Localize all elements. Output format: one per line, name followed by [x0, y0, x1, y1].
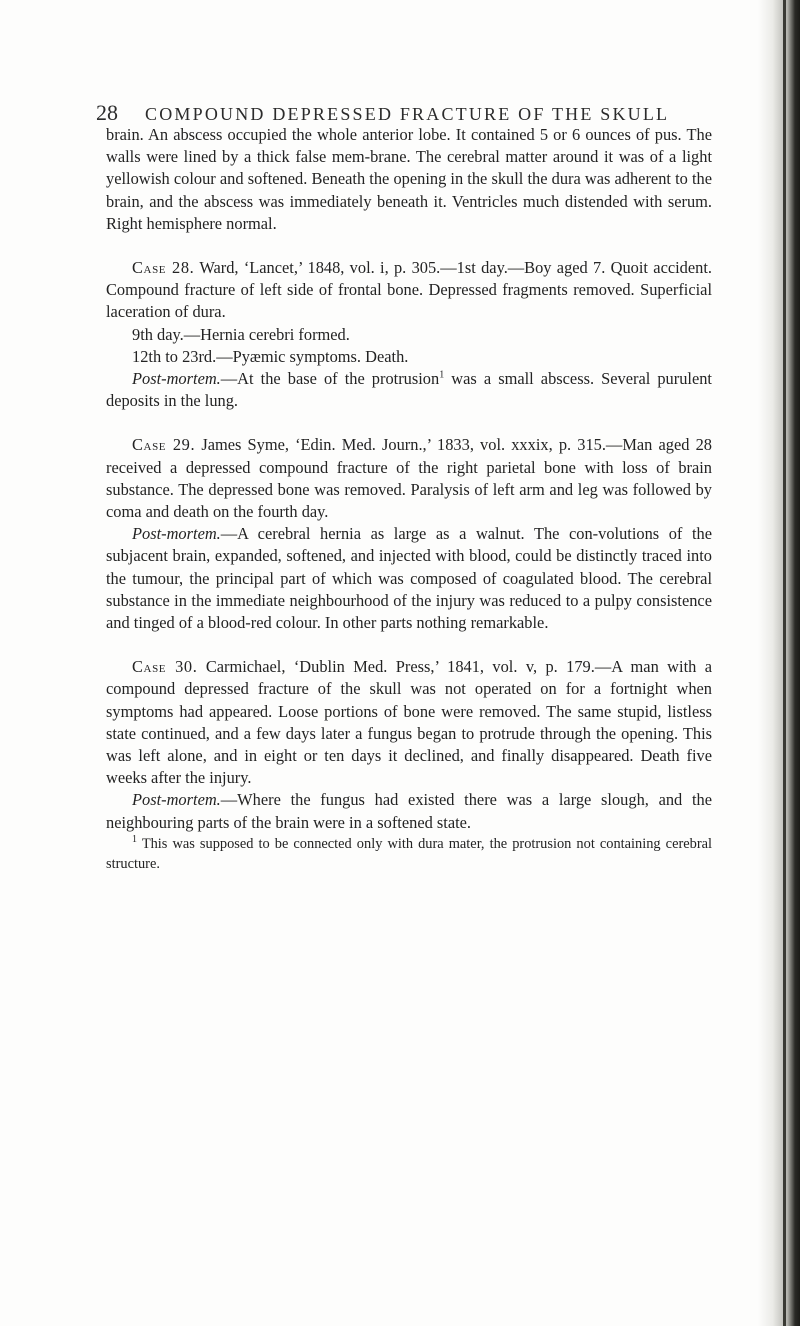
- case-29-intro-text: James Syme, ‘Edin. Med. Journ.,’ 1833, vol. xxxix, p. 315.—Man aged 28 received a depressed compound fracture of the right parietal bone with loss of brain substance. The depressed bone was removed. Paralysis of left arm and leg was followed by coma and death on the fourth day.: [106, 435, 712, 522]
- case-28-postmortem-text-before: —At the base of the protrusion: [220, 369, 440, 389]
- case-30-label: Case 30.: [132, 657, 198, 677]
- case-28-postmortem-label: Post-mortem.: [132, 369, 221, 389]
- case-28-intro-text: Ward, ‘Lancet,’ 1848, vol. i, p. 305.—1st day.—Boy aged 7. Quoit accident. Compound fracture of left side of frontal bone. Depressed fragments removed. Superficial laceration of dura.: [106, 258, 712, 322]
- case-30-postmortem: [106, 789, 712, 833]
- page-edge-line: [783, 0, 786, 1326]
- case-28-line-2: 12th to 23rd.—Pyæmic symptoms. Death.: [132, 346, 409, 366]
- footnote-text: This was supposed to be connected only with dura mater, the protrusion not containing cerebral structure.: [106, 835, 713, 872]
- continuation-paragraph: brain. An abscess occupied the whole anterior lobe. It contained 5 or 6 ounces of pus. The walls were lined by a thick false mem-brane. The cerebral matter around it was of a light yellowish colour and softened. Beneath the opening in the skull the dura was adherent to the brain, and the abscess was immediately beneath it. Ventricles much distended with serum. Right hemisphere normal.: [106, 125, 712, 233]
- case-28-label: Case 28.: [132, 258, 195, 278]
- case-29-postmortem: [106, 523, 712, 634]
- footnote-reference: 1: [439, 369, 445, 381]
- page-edge-shadow: [758, 0, 800, 1326]
- case-30-postmortem-text: —Where the fungus had existed there was a large slough, and the neighbouring parts of the brain were in a softened state.: [106, 790, 712, 832]
- case-30-intro-text: Carmichael, ‘Dublin Med. Press,’ 1841, vol. v, p. 179.—A man with a compound depressed fracture of the skull was not operated on for a fortnight when symptoms had appeared. Loose portions of bone were removed. The same stupid, listless state continued, and a few days later a fungus began to protrude through the opening. This was left alone, and in eight or ten days it declined, and finally disappeared. Death five weeks after the injury.: [106, 657, 712, 788]
- case-28-line-1: 9th day.—Hernia cerebri formed.: [132, 324, 350, 344]
- page-number: 28: [96, 100, 118, 125]
- case-29-intro: [106, 434, 712, 523]
- case-28-postmortem: [106, 368, 712, 412]
- case-29-label: Case 29.: [132, 435, 196, 455]
- footnote-marker: 1: [132, 834, 137, 846]
- case-29-postmortem-label: Post-mortem.: [132, 524, 221, 544]
- case-28-postmortem-text-after: was a small abscess. Several purulent deposits in the lung.: [106, 369, 712, 411]
- case-29-postmortem-text: —A cerebral hernia as large as a walnut. The con-volutions of the subjacent brain, expanded, softened, and injected with blood, could be distinctly traced into the tumour, the principal part of which was composed of coagulated blood. The cerebral substance in the immediate neighbourhood of the injury was reduced to a pulpy consistence and tinged of a blood-red colour. In other parts nothing remarkable.: [106, 524, 712, 633]
- running-head: COMPOUND DEPRESSED FRACTURE OF THE SKULL: [145, 104, 670, 124]
- case-30-intro: [106, 656, 712, 789]
- footnote: [106, 834, 712, 874]
- body-text: [106, 124, 712, 874]
- case-30-postmortem-label: Post-mortem.: [132, 790, 221, 810]
- case-28-intro: [106, 257, 712, 324]
